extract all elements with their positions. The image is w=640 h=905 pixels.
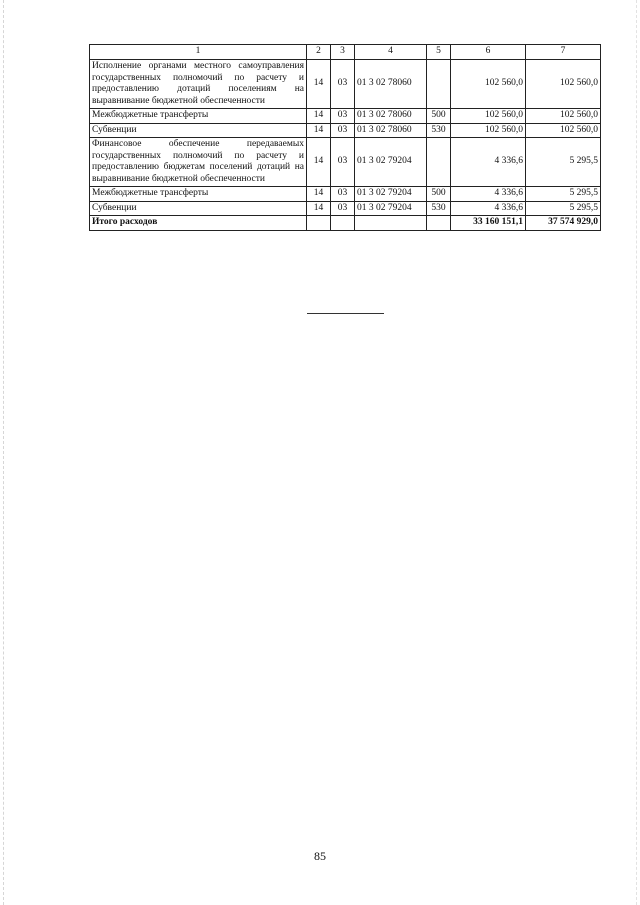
header-cell-2: 2 [307,45,331,60]
row-name: Межбюджетные трансферты [90,187,307,202]
row-amount-6: 102 560,0 [451,123,526,138]
row-name: Межбюджетные трансферты [90,109,307,124]
row-section: 14 [307,138,331,187]
row-section: 14 [307,109,331,124]
separator-rule [307,313,384,314]
total-amount-7: 37 574 929,0 [526,216,601,231]
table-row [90,138,601,187]
total-label: Итого расходов [90,216,307,231]
row-amount-6: 4 336,6 [451,138,526,187]
header-cell-4: 4 [355,45,427,60]
header-cell-6: 6 [451,45,526,60]
row-amount-6: 4 336,6 [451,201,526,216]
total-empty-cell [355,216,427,231]
row-section: 14 [307,60,331,109]
row-name: Исполнение органами местного самоуправления государственных полномочий по расчету и предоставлению дотаций поселениям на выравнивание бюджетной обеспеченности [90,60,307,109]
row-amount-7: 102 560,0 [526,109,601,124]
row-section: 14 [307,187,331,202]
row-amount-7: 5 295,5 [526,201,601,216]
row-subsection: 03 [331,123,355,138]
header-cell-3: 3 [331,45,355,60]
header-cell-5: 5 [427,45,451,60]
row-amount-7: 102 560,0 [526,123,601,138]
row-subsection: 03 [331,109,355,124]
row-amount-6: 102 560,0 [451,60,526,109]
total-amount-6: 33 160 151,1 [451,216,526,231]
budget-expenditure-table [89,44,601,231]
scan-edge-left [3,0,4,905]
table-row [90,60,601,109]
row-section: 14 [307,123,331,138]
row-name: Финансовое обеспечение передаваемых государственных полномочий по расчету и предоставлению бюджетам поселений дотаций на выравнивание бюджетной обеспеченности [90,138,307,187]
row-target-code: 01 3 02 79204 [355,138,427,187]
total-row [90,216,601,231]
row-expense-type: 530 [427,201,451,216]
row-expense-type [427,138,451,187]
table-row [90,187,601,202]
row-expense-type: 500 [427,109,451,124]
total-empty-cell [331,216,355,231]
header-cell-1: 1 [90,45,307,60]
row-amount-7: 5 295,5 [526,138,601,187]
total-empty-cell [427,216,451,231]
row-amount-7: 102 560,0 [526,60,601,109]
header-cell-7: 7 [526,45,601,60]
row-target-code: 01 3 02 78060 [355,123,427,138]
row-section: 14 [307,201,331,216]
scan-edge-right [636,0,637,905]
total-empty-cell [307,216,331,231]
row-subsection: 03 [331,201,355,216]
row-name: Субвенции [90,201,307,216]
row-target-code: 01 3 02 79204 [355,201,427,216]
table-row [90,109,601,124]
row-target-code: 01 3 02 78060 [355,109,427,124]
row-amount-7: 5 295,5 [526,187,601,202]
row-expense-type: 530 [427,123,451,138]
row-target-code: 01 3 02 79204 [355,187,427,202]
row-amount-6: 102 560,0 [451,109,526,124]
row-expense-type: 500 [427,187,451,202]
row-amount-6: 4 336,6 [451,187,526,202]
row-subsection: 03 [331,60,355,109]
row-target-code: 01 3 02 78060 [355,60,427,109]
row-name: Субвенции [90,123,307,138]
row-subsection: 03 [331,187,355,202]
table-header-row [90,45,601,60]
table-row [90,123,601,138]
row-expense-type [427,60,451,109]
table-row [90,201,601,216]
row-subsection: 03 [331,138,355,187]
page-number: 85 [314,849,326,863]
